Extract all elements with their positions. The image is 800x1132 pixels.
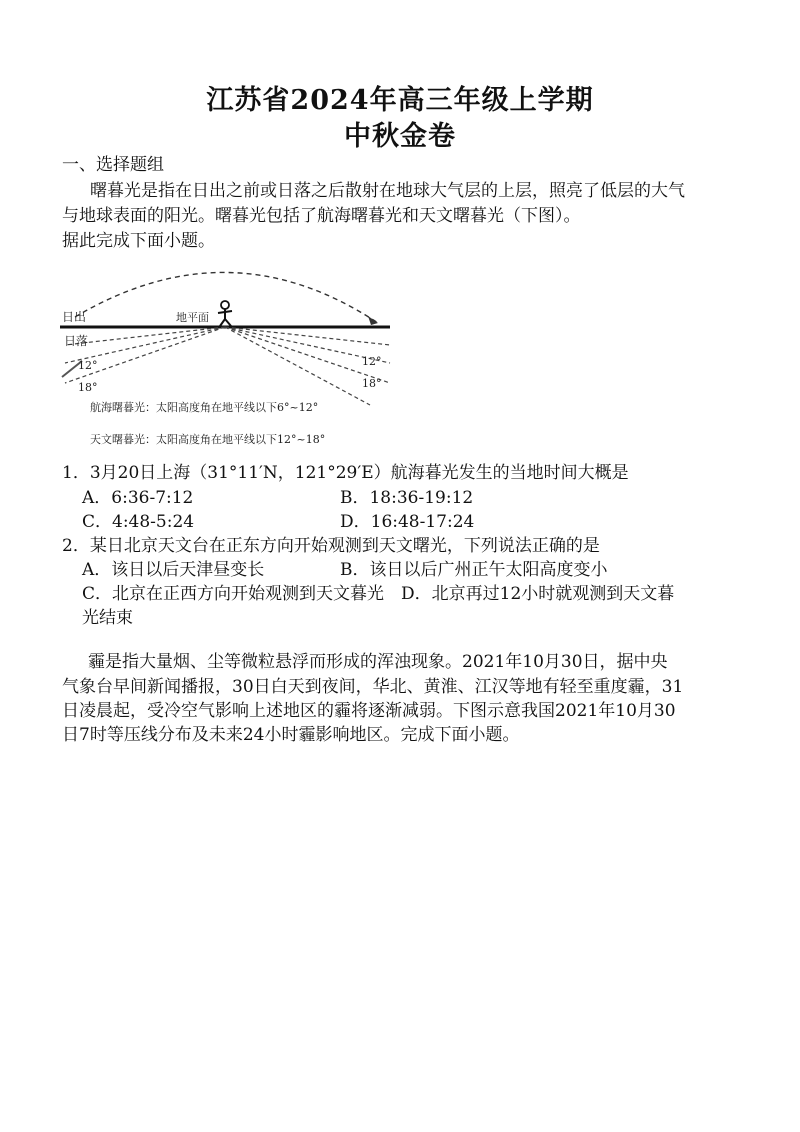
label-sunset: 日落 [64,334,89,348]
section-title: 一、选择题组 [62,155,164,175]
passage2-line3: 日凌晨起，受冷空气影响上述地区的霾将逐渐减弱。下图示意我国2021年10月30 [62,701,676,721]
question1-option-b: B．18:36-19:12 [340,488,474,508]
sun-path-arc [75,272,378,323]
question2-stem: 2．某日北京天文台在正东方向开始观测到天文曙光，下列说法正确的是 [62,536,600,556]
label-angle-12-right: 12° [362,355,382,368]
caption-nautical: 航海曙暮光：太阳高度角在地平线以下6°~12° [90,401,319,414]
question2-option-cd-line1: C．北京在正西方向开始观测到天文暮光 D．北京再过12小时就观测到天文暮 [82,584,675,604]
passage2-line4: 日7时等压线分布及未来24小时霾影响地区。完成下面小题。 [62,725,520,745]
person-icon [218,301,232,326]
label-horizon: 地平面 [176,311,209,324]
ray-left-12 [65,327,225,363]
label-angle-18-left: 18° [78,381,98,394]
question1-option-d: D．16:48-17:24 [340,512,475,532]
passage1-line1: 曙暮光是指在日出之前或日落之后散射在地球大气层的上层，照亮了低层的大气 [90,181,685,201]
question1-option-a: A．6:36-7:12 [82,488,194,508]
exam-title-line2: 中秋金卷 [344,121,456,152]
question1-option-c: C．4:48-5:24 [82,512,195,532]
question2-option-b: B．该日以后广州正午太阳高度变小 [340,560,608,580]
ray-right-6 [225,327,390,345]
label-angle-12-left: 12° [78,359,98,372]
label-sunrise: 日出 [62,310,87,324]
twilight-diagram [60,245,400,450]
passage2-line1: 霾是指大量烟、尘等微粒悬浮而形成的浑浊现象。2021年10月30日，据中央 [88,652,668,672]
exam-title-line1: 江苏省2024年高三年级上学期 [206,85,594,116]
label-angle-18-right: 18° [362,377,382,390]
passage2-line2: 气象台早间新闻播报，30日白天到夜间，华北、黄淮、江汉等地有轻至重度霾，31 [62,677,684,697]
caption-astronomical: 天文曙暮光：太阳高度角在地平线以下12°~18° [90,433,326,446]
ray-left-6 [65,327,225,345]
passage1-line2: 与地球表面的阳光。曙暮光包括了航海曙暮光和天文曙暮光（下图）。 [62,206,581,226]
question2-option-cd-line2: 光结束 [82,608,133,628]
passage1-line3: 据此完成下面小题。 [62,231,215,251]
question1-stem: 1．3月20日上海（31°11′N，121°29′E）航海暮光发生的当地时间大概是 [62,463,629,483]
question2-option-a: A．该日以后天津昼变长 [82,560,265,580]
ray-right-lower [225,327,370,405]
arrow-head-icon [368,316,378,325]
